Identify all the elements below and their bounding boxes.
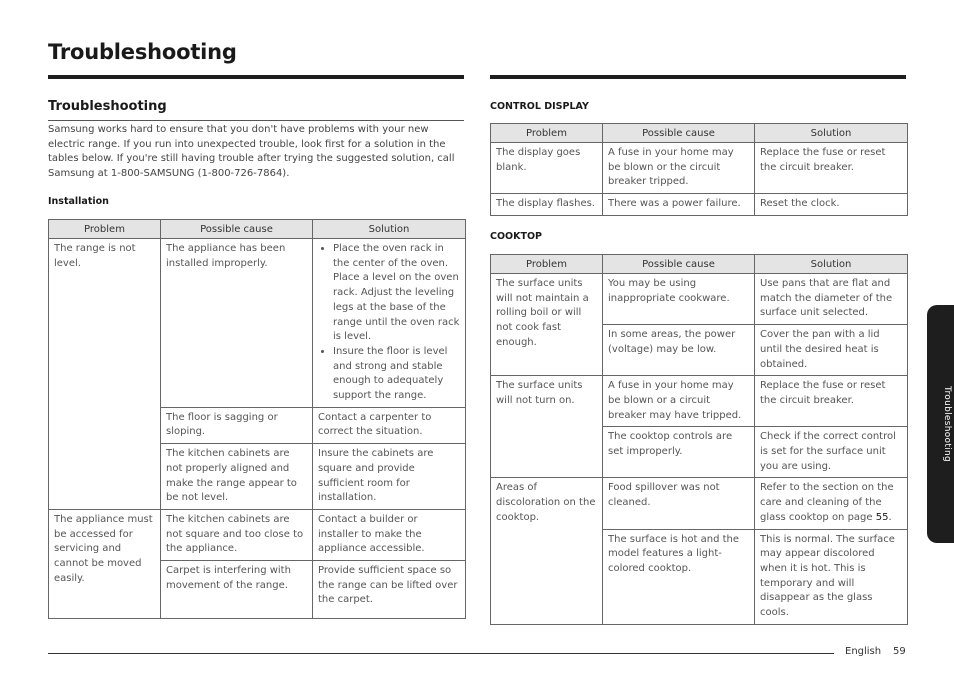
solution-cell: Contact a carpenter to correct the situation. [313,407,466,443]
cause-cell: You may be using inappropriate cookware. [603,274,755,325]
control-display-table [490,123,908,216]
cause-cell: The cooktop controls are set improperly. [603,427,755,478]
problem-cell: The display flashes. [491,194,603,216]
solution-cell: Replace the fuse or reset the circuit breaker. [755,376,908,427]
solution-cell: Refer to the section on the care and cleaning of the glass cooktop on page 55. [755,478,908,529]
solution-cell: Cover the pan with a lid until the desired heat is obtained. [755,325,908,376]
solution-cell: Insure the cabinets are square and provide sufficient room for installation. [313,444,466,510]
header-solution: Solution [313,220,466,239]
cause-cell: The appliance has been installed improperly. [161,239,313,408]
solution-cell: Reset the clock. [755,194,908,216]
header-solution: Solution [755,255,908,274]
header-problem: Problem [491,124,603,143]
cooktop-label: COOKTOP [490,231,543,242]
table-row [491,274,908,325]
bullet-item: • Insure the floor is level and strong and stable enough to adequately support the range. [333,345,460,404]
solution-cell: This is normal. The surface may appear discolored when it is hot. This is temporary and will disappear as the glass cools. [755,529,908,624]
footer-language: English [845,646,882,657]
bullet-item: • Place the oven rack in the center of the oven. Place a level on the oven rack. Adjust the leveling legs at the base of the range until the oven rack is level. [333,242,460,345]
page-title: Troubleshooting [48,40,237,64]
table-row [491,376,908,427]
problem-cell: The range is not level. [49,239,161,510]
table-row [491,143,908,194]
cause-cell: A fuse in your home may be blown or the circuit breaker tripped. [603,143,755,194]
page-reference-link[interactable]: 55 [875,511,889,523]
table-row [491,478,908,529]
solution-cell [313,239,466,408]
solution-cell: Check if the correct control is set for the surface unit you are using. [755,427,908,478]
solution-cell: Provide sufficient space so the range can be lifted over the carpet. [313,561,466,619]
side-tab-label: Troubleshooting [942,386,952,462]
cause-cell: The kitchen cabinets are not properly aligned and make the range appear to be not level. [161,444,313,510]
problem-cell: The appliance must be accessed for servicing and cannot be moved easily. [49,509,161,618]
footer-rule [48,653,834,654]
cause-cell: In some areas, the power (voltage) may be low. [603,325,755,376]
header-solution: Solution [755,124,908,143]
cooktop-table [490,254,908,625]
solution-bullet-list [318,242,460,404]
problem-cell: The surface units will not maintain a rolling boil or will not cook fast enough. [491,274,603,376]
header-problem: Problem [49,220,161,239]
cause-cell: Carpet is interfering with movement of the range. [161,561,313,619]
problem-cell: The surface units will not turn on. [491,376,603,478]
cause-cell: The surface is hot and the model features a light-colored cooktop. [603,529,755,624]
problem-cell: The display goes blank. [491,143,603,194]
installation-table [48,219,466,619]
table-header-row [491,124,908,143]
section-heading-rule [48,120,464,121]
table-row [49,509,466,560]
left-header-rule [48,75,464,79]
header-problem: Problem [491,255,603,274]
cause-cell: There was a power failure. [603,194,755,216]
table-header-row [49,220,466,239]
problem-cell: Areas of discoloration on the cooktop. [491,478,603,624]
header-possible-cause: Possible cause [603,255,755,274]
table-row [49,239,466,408]
table-row [491,194,908,216]
right-header-rule [490,75,906,79]
cause-cell: A fuse in your home may be blown or a circuit breaker may have tripped. [603,376,755,427]
installation-label: Installation [48,196,109,207]
header-possible-cause: Possible cause [161,220,313,239]
solution-text: Refer to the section on the care and cleaning of the glass cooktop on page [760,482,894,523]
solution-cell: Replace the fuse or reset the circuit breaker. [755,143,908,194]
section-heading: Troubleshooting [48,99,167,114]
chapter-side-tab [927,305,954,543]
solution-cell: Contact a builder or installer to make the appliance accessible. [313,509,466,560]
cause-cell: Food spillover was not cleaned. [603,478,755,529]
page-number: 59 [893,646,906,657]
header-possible-cause: Possible cause [603,124,755,143]
cause-cell: The kitchen cabinets are not square and too close to the appliance. [161,509,313,560]
cause-cell: The floor is sagging or sloping. [161,407,313,443]
intro-paragraph: Samsung works hard to ensure that you don't have problems with your new electric range. If you run into unexpected trouble, look first for a solution in the tables below. If you're still having trouble after trying the suggested solution, call Samsung at 1-800-SAMSUNG (1-800-726-7864). [48,124,455,180]
table-header-row [491,255,908,274]
control-display-label: CONTROL DISPLAY [490,101,589,112]
solution-cell: Use pans that are flat and match the diameter of the surface unit selected. [755,274,908,325]
